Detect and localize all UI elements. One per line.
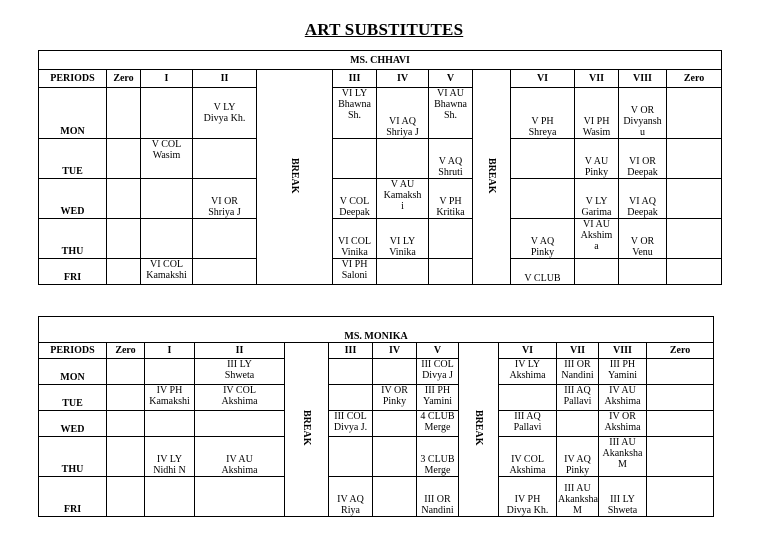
period-cell: 4 CLUB Merge (420, 411, 455, 433)
period-cell: VI COL Kamakshi (146, 259, 187, 281)
period-cell: IV AU Akshima (604, 385, 641, 407)
break-label: BREAK (473, 410, 484, 446)
header-cell: IV (377, 70, 429, 88)
header-cell: II (193, 70, 257, 88)
teacher-name: MS. MONIKA (39, 317, 714, 343)
period-cell: III LY Shweta (224, 359, 255, 381)
period-cell: VI AU Akshim a (580, 219, 613, 252)
period-cell: VI PH Saloni (341, 259, 368, 281)
period-cell: IV AU Akshima (221, 454, 258, 476)
header-cell: PERIODS (39, 343, 107, 359)
period-cell: VI OR Deepak (627, 156, 658, 178)
header-cell: V (429, 70, 473, 88)
day-label: MON (39, 88, 107, 139)
period-cell: IV PH Divya Kh. (506, 494, 549, 516)
period-cell: VI AQ Deepak (627, 196, 658, 218)
period-cell: III OR Nandini (561, 359, 594, 381)
header-cell: Zero (107, 343, 145, 359)
break-label: BREAK (289, 157, 300, 194)
header-cell: I (141, 70, 193, 88)
header-cell: VIII (619, 70, 667, 88)
day-label: WED (39, 411, 107, 437)
header-cell: V (417, 343, 459, 359)
period-cell: VI LY Bhawna Sh. (338, 88, 371, 121)
table-row (39, 219, 722, 259)
period-cell: III PH Yamini (423, 385, 452, 407)
period-cell: V OR Divyansh u (623, 105, 662, 138)
header-cell: I (145, 343, 195, 359)
page-title: ART SUBSTITUTES (304, 20, 464, 39)
period-cell: V COL Deepak (339, 196, 370, 218)
period-cell: V PH Kritika (436, 196, 465, 218)
period-cell: VI COL Vinika (337, 236, 372, 258)
period-cell: III COL Divya J. (333, 411, 368, 433)
header-cell: III (329, 343, 373, 359)
day-label: THU (39, 219, 107, 259)
break-column (285, 343, 329, 517)
period-cell: V AU Kamaksh i (383, 179, 422, 212)
day-label: MON (39, 359, 107, 385)
break-column (257, 70, 333, 285)
period-cell: 3 CLUB Merge (420, 454, 455, 476)
period-cell: IV LY Akshima (509, 359, 546, 381)
header-cell: Zero (667, 70, 722, 88)
timetable-chhavi (38, 50, 722, 285)
period-cell: VI AQ Shriya J (386, 116, 419, 138)
table-row (39, 359, 714, 385)
header-cell: VIII (599, 343, 647, 359)
period-cell: V LY Divya Kh. (203, 102, 246, 124)
day-label: THU (39, 437, 107, 477)
table-row (39, 88, 722, 139)
timetable-monika (38, 316, 714, 517)
period-cell: V OR Venu (630, 236, 655, 258)
table-row (39, 179, 722, 219)
period-cell: V LY Garima (581, 196, 612, 218)
table-row (39, 139, 722, 179)
period-cell: IV PH Kamakshi (149, 385, 190, 407)
period-cell: V COL Wasim (151, 139, 182, 161)
period-cell: IV LY Nidhi N (153, 454, 186, 476)
period-cell: IV AQ Pinky (564, 454, 591, 476)
period-cell: III PH Yamini (608, 359, 637, 381)
period-cell: V AU Pinky (584, 156, 609, 178)
period-cell: III OR Nandini (421, 494, 454, 516)
period-cell: VI PH Wasim (582, 116, 611, 138)
period-cell: VI LY Vinika (389, 236, 416, 258)
break-label: BREAK (486, 157, 497, 194)
period-cell: III AQ Pallavi (563, 385, 592, 407)
table-row (39, 385, 714, 411)
header-cell: VII (557, 343, 599, 359)
period-cell: IV COL Akshima (221, 385, 258, 407)
header-cell: Zero (107, 70, 141, 88)
period-cell: IV AQ Riya (337, 494, 364, 516)
header-row (39, 70, 722, 88)
header-cell: VI (511, 70, 575, 88)
period-cell: VI AU Bhawna Sh. (434, 88, 467, 121)
header-cell: IV (373, 343, 417, 359)
header-cell: PERIODS (39, 70, 107, 88)
period-cell: III AQ Pallavi (513, 411, 542, 433)
period-cell: III AU Akanksha M (602, 437, 643, 470)
period-cell: V AQ Pinky (530, 236, 555, 258)
period-cell: IV COL Akshima (509, 454, 546, 476)
header-cell: VII (575, 70, 619, 88)
break-label: BREAK (301, 410, 312, 446)
table-row (39, 411, 714, 437)
day-label: FRI (39, 259, 107, 285)
period-cell: V CLUB (524, 273, 561, 284)
period-cell: III AU Akanksha M (558, 483, 598, 516)
period-cell: V PH Shreya (528, 116, 557, 138)
period-cell: VI OR Shriya J (208, 196, 241, 218)
day-label: TUE (39, 139, 107, 179)
table-row (39, 477, 714, 517)
day-label: WED (39, 179, 107, 219)
break-column (473, 70, 511, 285)
day-label: FRI (39, 477, 107, 517)
header-cell: Zero (647, 343, 714, 359)
period-cell: III COL Divya J (421, 359, 454, 381)
day-label: TUE (39, 385, 107, 411)
header-cell: VI (499, 343, 557, 359)
header-cell: II (195, 343, 285, 359)
header-cell: III (333, 70, 377, 88)
period-cell: III LY Shweta (607, 494, 638, 516)
period-cell: IV OR Pinky (381, 385, 408, 407)
period-cell: V AQ Shruti (438, 156, 463, 178)
break-column (459, 343, 499, 517)
header-row (39, 343, 714, 359)
table-row (39, 259, 722, 285)
teacher-name: MS. CHHAVI (39, 51, 722, 70)
period-cell: IV OR Akshima (604, 411, 641, 433)
table-row (39, 437, 714, 477)
